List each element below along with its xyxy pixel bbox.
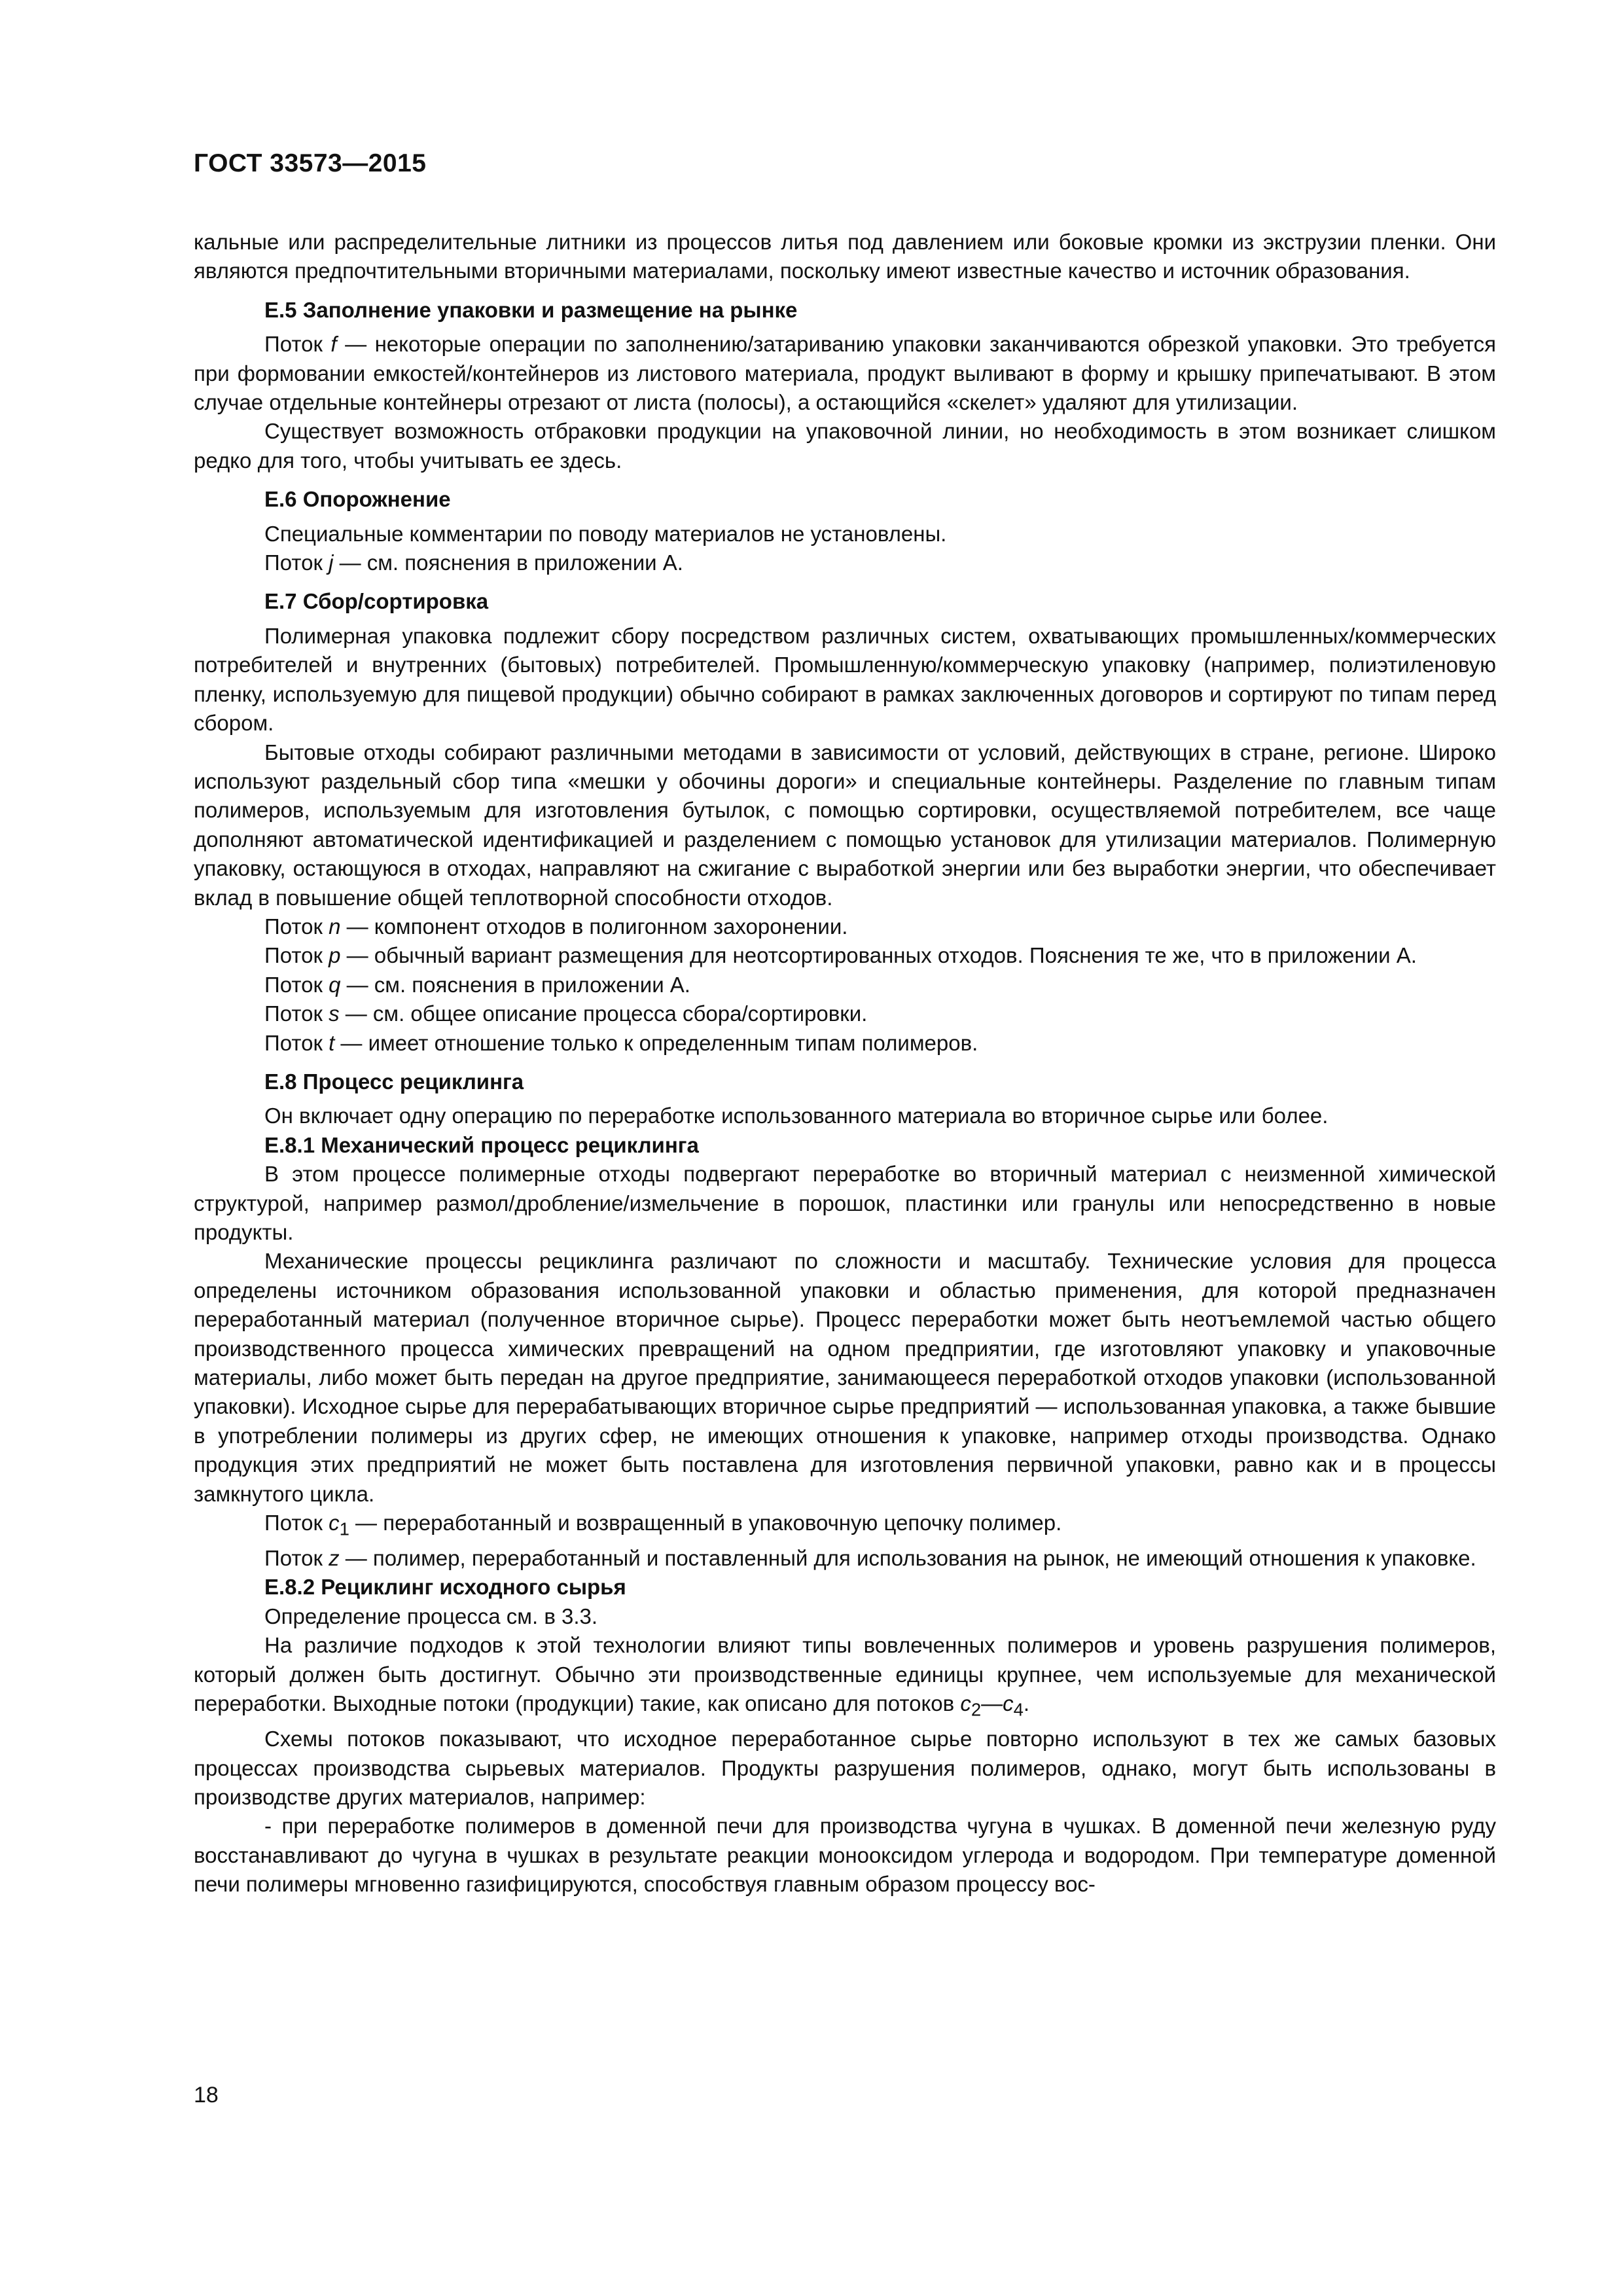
- paragraph-e8-1-process: В этом процессе полимерные отходы подвергают переработке во вторичный материал с неизменной химической структурой, например размол/дробление/измельчение в порошок, пластинки или гранулы или непосредственно в новые продукты.: [194, 1162, 1496, 1244]
- paragraph-e7-flow-t: Поток t — имеет отношение только к определенным типам полимеров.: [264, 1030, 978, 1055]
- heading-e7: Е.7 Сбор/сортировка: [264, 589, 489, 614]
- heading-e8-1: Е.8.1 Механический процесс рециклинга: [264, 1132, 699, 1157]
- paragraph-e7-flow-s: Поток s — см. общее описание процесса сбора/сортировки.: [264, 1001, 868, 1026]
- heading-e8: Е.8 Процесс рециклинга: [264, 1069, 524, 1094]
- paragraph-e5-flow-f: Поток f — некоторые операции по заполнению/затариванию упаковки заканчиваются обрезкой упаковки. Это требуется при формовании емкостей/контейнеров из листового материала, продукт выливают в форму и крышку припечатывают. В этом случае отдельные контейнеры отрезают от листа (полосы), а остающийся «скелет» удаляют для утилизации.: [194, 332, 1496, 415]
- paragraph-e8-1-flow-c1: Поток $c_1$ — переработанный и возвращенный в упаковочную цепочку полимер.: [264, 1511, 1062, 1539]
- paragraph-e8-2-definition: Определение процесса см. в 3.3.: [264, 1604, 598, 1628]
- paragraph-e7-flow-q: Поток q — см. пояснения в приложении А.: [264, 972, 690, 997]
- paragraph-e6-flow-j: Поток j — см. пояснения в приложении А.: [264, 550, 683, 575]
- paragraph-e8-2-approaches: На различие подходов к этой технологии влияют типы вовлеченных полимеров и уровень разрушения полимеров, который должен быть достигнут. Обычно эти производственные единицы крупнее, чем используемые для механической переработки. Выходные потоки (продукции) такие, как описано для потоков $c_2—c_4$.: [194, 1633, 1496, 1720]
- paragraph-e7-household: Бытовые отходы собирают различными методами в зависимости от условий, действующих в стране, регионе. Широко используют раздельный сбор типа «мешки у обочины дороги» и специальные контейнеры. Разделение по главным типам полимеров, используемым для изготовления бутылок, с помощью сортировки, осуществляемой потребителем, все чаще дополняют автоматической идентификацией и разделением с помощью установок для утилизации материалов. Полимерную упаковку, остающуюся в отходах, направляют на сжигание с выработкой энергии или без выработки энергии, что обеспечивает вклад в повышение общей теплотворной способности отходов.: [194, 740, 1496, 910]
- paragraph-e8-1-flow-z: Поток z — полимер, переработанный и поставленный для использования на рынок, не имеющий отношения к упаковке.: [264, 1546, 1476, 1571]
- paragraph-intro: кальные или распределительные литники из процессов литья под давлением или боковые кромки из экструзии пленки. Они являются предпочтительными вторичными материалами, поскольку имеют известные качество и источник образования.: [194, 230, 1496, 283]
- page-number: 18: [194, 2083, 219, 2108]
- document-body: [194, 228, 1496, 1899]
- paragraph-e6-comments: Специальные комментарии по поводу материалов не установлены.: [264, 521, 947, 546]
- heading-e5: Е.5 Заполнение упаковки и размещение на рынке: [264, 297, 798, 322]
- paragraph-e8-2-blast-furnace: - при переработке полимеров в доменной печи для производства чугуна в чушках. В доменной печи железную руду восстанавливают до чугуна в чушках в результате реакции монооксидом углерода и водородом. При температуре доменной печи полимеры мгновенно газифицируются, способствуя главным образом процессу вос-: [194, 1814, 1496, 1897]
- paragraph-e5-rejects: Существует возможность отбраковки продукции на упаковочной линии, но необходимость в этом возникает слишком редко для того, чтобы учитывать ее здесь.: [194, 419, 1496, 473]
- paragraph-e7-flow-p: Поток p — обычный вариант размещения для неотсортированных отходов. Пояснения те же, что в приложении А.: [264, 943, 1417, 968]
- paragraph-e8-1-mechanical: Механические процессы рециклинга различают по сложности и масштабу. Технические условия для процесса определены источником образования использованной упаковки и областью применения, для которой предназначен переработанный материал (полученное вторичное сырье). Процесс переработки может быть неотъемлемой частью общего производственного процесса химических превращений на одном предприятии, где изготовляют упаковку и упаковочные материалы, либо может быть передан на другое предприятие, занимающееся переработкой отходов упаковки (использованной упаковки). Исходное сырье для перерабатывающих вторичное сырье предприятий — использованная упаковка, а также бывшие в употреблении полимеры из других сфер, не имеющих отношения к упаковке, например отходы производства. Однако продукция этих предприятий не может быть поставлена для изготовления первичной упаковки, равно как и в процессы замкнутого цикла.: [194, 1249, 1496, 1506]
- paragraph-e7-collection: Полимерная упаковка подлежит сбору посредством различных систем, охватывающих промышленных/коммерческих потребителей и внутренних (бытовых) потребителей. Промышленную/коммерческую упаковку (например, полиэтиленовую пленку, используемую для пищевой продукции) обычно собирают в рамках заключенных договоров и сортируют по типам перед сбором.: [194, 623, 1496, 736]
- heading-e8-2: Е.8.2 Рециклинг исходного сырья: [264, 1575, 626, 1600]
- heading-e6: Е.6 Опорожнение: [264, 487, 451, 512]
- paragraph-e7-flow-n: Поток n — компонент отходов в полигонном захоронении.: [264, 914, 848, 939]
- document-header: ГОСТ 33573—2015: [194, 149, 427, 177]
- paragraph-e8-2-flow-schemes: Схемы потоков показывают, что исходное переработанное сырье повторно используют в тех же самых базовых процессах производства сырьевых материалов. Продукты разрушения полимеров, однако, могут быть использованы в производстве других материалов, например:: [194, 1727, 1496, 1809]
- paragraph-e8-includes: Он включает одну операцию по переработке использованного материала во вторичное сырье или более.: [264, 1103, 1329, 1128]
